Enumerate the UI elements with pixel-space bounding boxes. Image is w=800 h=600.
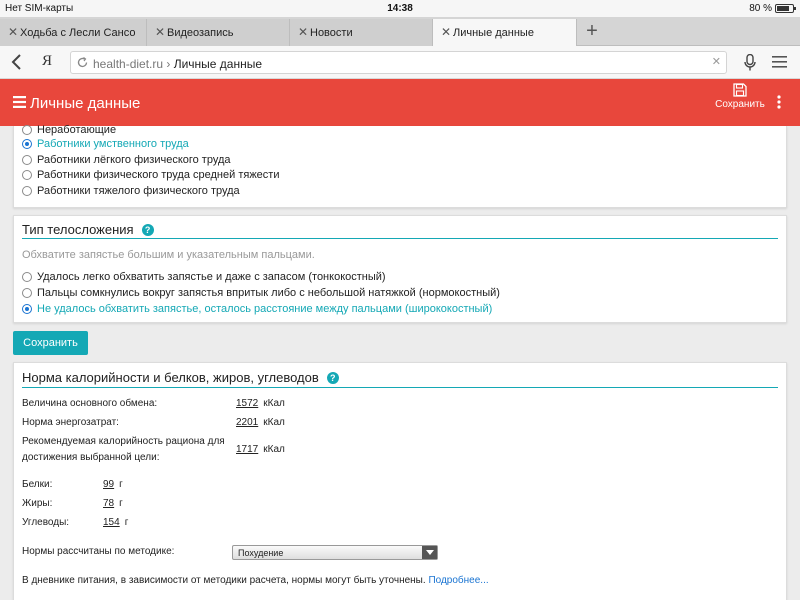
radio-button[interactable] [22,139,32,149]
tab-close-icon[interactable]: ✕ [441,25,452,39]
more-link[interactable]: Подробнее... [428,575,489,586]
fat-value [103,498,123,509]
new-tab-plus-icon[interactable]: + [586,20,598,42]
radio-label: Пальцы сомкнулись вокруг запястья впритык либо с небольшой натяжкой (нормокостный) [37,287,500,299]
radio-button[interactable] [22,125,32,135]
url-field[interactable] [70,51,727,74]
radio-button[interactable] [22,272,32,282]
unit: г [119,479,123,490]
norms-footnote [22,575,489,586]
battery-percent: 80 % [749,3,772,14]
chevron-down-icon [422,546,437,559]
title-divider [22,238,778,239]
title-divider [22,387,778,388]
address-toolbar [0,46,800,79]
energy-number: 2201 [236,417,259,428]
battery-fill [777,6,789,11]
tab-label: Ходьба с Лесли Сансо [20,27,136,39]
yandex-logo-icon[interactable]: Я [42,53,53,69]
protein-number: 99 [103,479,115,490]
radio-button[interactable] [22,170,32,180]
recommended-label-line1: Рекомендуемая калорийность рациона для [22,436,225,447]
radio-label: Работники умственного труда [37,138,189,150]
radio-label: Не удалось обхватить запястье, осталось расстояние между пальцами (ширококостный) [37,303,493,315]
radio-label: Работники тяжелого физического труда [37,185,240,197]
method-selected-value: Похудение [238,548,284,558]
tab-label: Видеозапись [167,27,234,39]
norms-panel [13,362,787,600]
help-icon[interactable]: ? [142,224,154,236]
tab-close-icon[interactable]: ✕ [298,25,309,39]
app-header [0,79,800,126]
protein-value [103,479,123,490]
tab-personal-data[interactable] [433,19,577,47]
header-save-button[interactable] [714,83,766,121]
page-title: Личные данные [30,95,141,112]
radio-button[interactable] [22,304,32,314]
body-type-panel [13,215,787,323]
status-bar [0,0,800,17]
tab-bar [0,17,800,46]
radio-button[interactable] [22,288,32,298]
energy-label: Норма энергозатрат: [22,417,119,428]
more-options-icon[interactable] [777,95,781,109]
carbs-number: 154 [103,517,120,528]
reload-icon[interactable] [76,56,89,69]
norms-title-text: Норма калорийности и белков, жиров, углеводов [22,370,319,385]
unit: кКал [263,444,285,455]
tab-label: Личные данные [453,27,534,39]
floppy-disk-icon [733,83,747,97]
microphone-icon[interactable] [744,54,756,71]
method-select[interactable] [232,545,438,560]
url-host: health-diet.ru [93,57,164,71]
unit: г [124,517,129,528]
protein-label: Белки: [22,479,53,490]
tab-video[interactable] [147,19,290,46]
back-arrow-icon[interactable] [9,53,25,71]
radio-label: Работники лёгкого физического труда [37,154,231,166]
bmr-value [236,398,285,409]
radio-button[interactable] [22,155,32,165]
recommended-label-line2: достижения выбранной цели: [22,452,160,463]
body-type-title [22,222,154,237]
save-button[interactable]: Сохранить [13,331,88,355]
radio-button[interactable] [22,186,32,196]
unit: г [119,498,123,509]
unit: кКал [263,417,285,428]
fat-number: 78 [103,498,115,509]
tab-close-icon[interactable]: ✕ [8,25,19,39]
radio-label: Работники физического труда средней тяжести [37,169,280,181]
bmr-number: 1572 [236,398,259,409]
url-separator: › [163,57,174,71]
battery-icon [775,4,794,13]
body-type-hint: Обхватите запястье большим и указательным пальцами. [22,249,315,261]
norms-title [22,370,339,385]
url-text [93,57,262,71]
body-type-title-text: Тип телосложения [22,222,134,237]
header-save-label: Сохранить [715,99,765,110]
radio-label: Неработающие [37,124,117,136]
help-icon[interactable]: ? [327,372,339,384]
radio-label: Удалось легко обхватить запястье и даже с запасом (тонкокостный) [37,271,386,283]
tab-close-icon[interactable]: ✕ [155,25,166,39]
activity-panel [13,126,787,208]
tab-label: Новости [310,27,353,39]
unit: кКал [263,398,285,409]
energy-value [236,417,285,428]
url-path: Личные данные [173,57,263,71]
method-label: Нормы рассчитаны по методике: [22,546,175,557]
carbs-label: Углеводы: [22,517,70,528]
fat-label: Жиры: [22,498,53,509]
tab-news[interactable] [290,19,433,46]
bmr-label: Величина основного обмена: [22,398,158,409]
browser-menu-icon[interactable] [772,56,787,68]
recommended-number: 1717 [236,444,259,455]
tab-walking[interactable] [0,19,147,46]
hamburger-menu-icon[interactable] [13,96,26,108]
carrier-label: Нет SIM-карты [5,3,74,14]
recommended-value [236,444,285,455]
footnote-text: В дневнике питания, в зависимости от методики расчета, нормы могут быть уточнены. [22,575,426,586]
clear-url-icon[interactable]: ✕ [711,56,721,68]
clock: 14:38 [387,3,413,14]
carbs-value [103,517,128,528]
